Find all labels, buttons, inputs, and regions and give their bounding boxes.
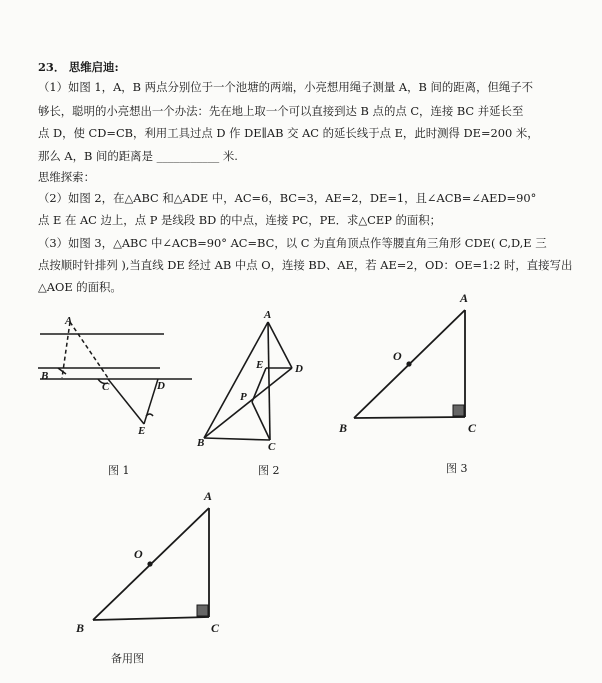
spare-midpoint-o	[147, 561, 152, 566]
spare-label-a: A	[204, 489, 213, 503]
fig1-label-e: E	[138, 425, 146, 437]
figure-2-caption: 图 2	[258, 464, 280, 477]
fig1-label-d: D	[157, 380, 165, 392]
part1-line-4: 那么 A，B 间的距离是 ___________ 米.	[38, 149, 238, 163]
figure-1	[38, 322, 192, 424]
part3-line-2: 点按顺时针排列 ),当直线 DE 经过 AB 中点 O，连接 BD、AE，若 AE=2，OD：OE=1:2 时，直接写出	[38, 258, 573, 272]
section-heading: 思维探索：	[38, 170, 95, 184]
segment-ab	[62, 322, 70, 378]
part2-line-2: 点 E 在 AC 边上，点 P 是线段 BD 的中点，连接 PC，PE．求△CEP 的面积；	[38, 213, 442, 227]
segment-pe	[252, 368, 266, 402]
part1-line-3: 点 D，使 CD=CB，利用工具过点 D 作 DE∥AB 交 AC 的延长线于点 E，此时测得 DE=200 米，	[38, 126, 539, 140]
fig2-label-e: E	[256, 359, 264, 371]
part1-line-1: （1）如图 1，A，B 两点分别位于一个池塘的两端，小亮想用绳子测量 A，B 间的距离，但绳子不	[38, 80, 534, 94]
segment-de	[144, 379, 158, 424]
spare-figure-caption: 备用图	[111, 652, 144, 665]
fig3-label-o: O	[393, 349, 402, 363]
part1-line-2: 够长，聪明的小亮想出一个办法：先在地上取一个可以直接到达 B 点的点 C，连接 BC 并延长至	[38, 104, 524, 118]
problem-number: 23．	[38, 60, 66, 74]
figure-1-caption: 图 1	[108, 464, 130, 477]
figure-3-caption: 图 3	[446, 462, 468, 475]
part2-line-1: （2）如图 2，在△ABC 和△ADE 中，AC=6，BC=3，AE=2，DE=1，且∠ACB=∠AED=90°	[38, 191, 537, 205]
spare-right-angle-mark	[197, 605, 208, 616]
spare-label-c: C	[211, 621, 220, 635]
segment-bc	[93, 617, 209, 620]
segment-ab	[204, 322, 268, 438]
fig2-label-d: D	[295, 363, 303, 375]
fig3-midpoint-o	[406, 361, 411, 366]
angle-mark-e	[146, 414, 153, 416]
fig3-label-b: B	[339, 421, 348, 435]
figure-2	[204, 322, 292, 440]
part3-line-3: △AOE 的面积。	[38, 280, 122, 294]
fig3-label-c: C	[468, 421, 477, 435]
segment-bc	[204, 438, 270, 440]
spare-label-b: B	[76, 621, 85, 635]
segment-bd	[204, 368, 292, 438]
segment-bc	[354, 417, 465, 418]
segment-ac	[268, 322, 270, 440]
fig1-label-c: C	[102, 381, 110, 393]
fig1-label-b: B	[41, 370, 49, 382]
fig1-label-a: A	[65, 315, 73, 327]
fig3-label-a: A	[460, 291, 469, 305]
fig2-label-b: B	[197, 437, 205, 449]
segment-pc	[252, 402, 270, 440]
fig2-label-c: C	[268, 441, 276, 453]
segment-ad	[268, 322, 292, 368]
spare-label-o: O	[134, 547, 143, 561]
problem-title: 思维启迪:	[68, 60, 119, 74]
segment-ac	[70, 322, 108, 378]
fig3-right-angle-mark	[453, 405, 464, 416]
segment-ce	[108, 379, 144, 424]
fig2-label-a: A	[264, 309, 272, 321]
part3-line-1: （3）如图 3，△ABC 中∠ACB=90° AC=BC，以 C 为直角顶点作等腰直角三角形 CDE( C,D,E 三	[38, 236, 547, 250]
fig2-label-p: P	[240, 391, 247, 403]
